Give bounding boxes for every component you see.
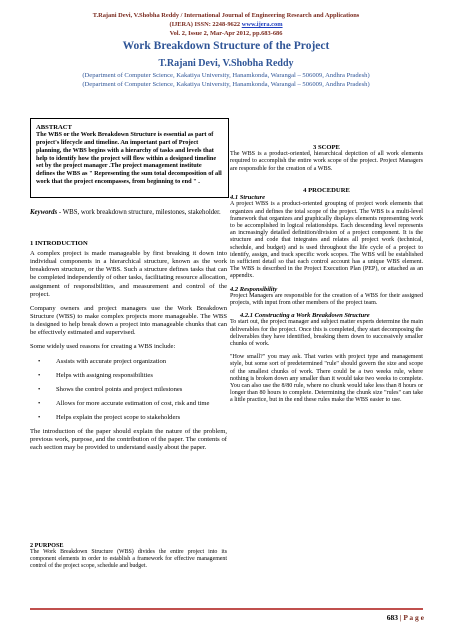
procedure-heading: 4 PROCEDURE (303, 187, 350, 194)
footer-rule (30, 608, 423, 610)
list-item: • Helps explain the project scope to stakeholders (38, 414, 181, 422)
paper-title: Work Breakdown Structure of the Project (122, 40, 330, 52)
journal-link[interactable]: www.ijera.com (241, 21, 283, 28)
bullet-icon: • (38, 400, 41, 408)
header-line-3: Vol. 2, Issue 2, Mar-Apr 2012, pp.683-686 (169, 30, 283, 37)
bullet-icon: • (38, 414, 41, 422)
scope-text: The WBS is a product-oriented, hierarchical depiction of all work elements required to accomplish the entire work scope of the project. Project Managers are responsible for the creation of a WBS. (230, 151, 423, 172)
header-line-2 (0, 21, 452, 29)
purpose-heading: 2 PURPOSE (30, 542, 64, 549)
bullet-icon: • (38, 386, 41, 394)
list-item: • Shows the control points and project milestones (38, 386, 183, 394)
scope-heading: 3 SCOPE (313, 144, 340, 151)
intro-para-4: The introduction of the paper should explain the nature of the problem, previous work, purpose, and the contribution of the paper. The contents of each section may be provided to understand easily about the paper. (30, 428, 227, 452)
bullet-icon: • (38, 358, 41, 366)
keywords-label: Keywords (30, 209, 58, 216)
page-number-value: 683 (386, 613, 398, 622)
keywords-text: - WBS, work breakdown structure, milestones, stakeholder. (57, 209, 221, 216)
page-label: | P a g e (399, 613, 424, 622)
list-item: • Assists with accurate project organization (38, 358, 167, 366)
purpose-text: The Work Breakdown Structure (WBS) divides the entire project into its component elements in order to establish a framework for effective management control of the project scope, schedule and budget. (30, 549, 227, 570)
affiliation-1: (Department of Computer Science, Kakatiya University, Hanamkonda, Warangal – 506009, Andhra Pradesh) (82, 72, 370, 79)
list-item: • Helps with assigning responsibilities (38, 372, 153, 380)
intro-para-1: A complex project is made manageable by first breaking it down into individual components in a hierarchical structure, known as the work breakdown structure, or the WBS. Such a structure defines tasks that can be completed independently of other tasks, facilitating resource allocation, assignment of responsibilities, and measurement and control of the project. (30, 250, 227, 298)
section-scope (230, 144, 423, 177)
reasons-list (30, 358, 227, 422)
abstract-heading: ABSTRACT (36, 124, 72, 131)
intro-para-2: Company owners and project managers use the Work Breakdown Structure (WBS) to make complex projects more manageable. The WBS is designed to help break down a project into manageable chunks that can be effectively estimated and supervised. (30, 304, 227, 337)
header-line-1: T.Rajani Devi, V.Shobha Reddy / International Journal of Engineering Research and Applications (92, 12, 360, 19)
section-purpose (30, 542, 227, 574)
constructing-text: To start out, the project manager and subject matter experts determine the main deliverables for the project. Once this is completed, they start decomposing the deliverables they have identified, breaking them down to successively smaller chunks of work. (230, 319, 423, 348)
section-introduction (30, 240, 227, 457)
issn-text: (IJERA) ISSN: 2248-9622 (169, 21, 242, 28)
paper-authors: T.Rajani Devi, V.Shobha Reddy (158, 58, 294, 69)
affiliation-2: (Department of Computer Science, Kakatiya University, Hanamkonda, Warangal – 506009, Andhra Pradesh) (82, 81, 370, 88)
structure-heading: 4.1 Structure (230, 194, 266, 202)
page-number (370, 613, 424, 622)
intro-para-3: Some widely used reasons for creating a WBS include: (30, 343, 176, 351)
structure-text: A project WBS is a product-oriented grouping of project work elements that organizes and defines the total scope of the project. The WBS is a multi-level framework that organizes and graphically displays elements representing work to be accomplished in logical relationships. Each descending level represents an increasingly detailed definition/division of a project component. It is the structure and code that integrates and relates all project work (technical, schedule, and budget) and is used throughout the life cycle of a project to identify, assign, and track specific work scopes. The WBS will be established in sufficient detail so that each control account has a unique WBS element. The WBS is described in the Project Execution Plan (PEP), or attached as an appendix. (230, 201, 423, 280)
responsibility-heading: 4.2 Responsibility (230, 285, 278, 293)
abstract (36, 124, 222, 186)
list-item: • Allows for more accurate estimation of cost, risk and time (38, 400, 210, 408)
abstract-text: The WBS or the Work Breakdown Structure is essential as part of project's lifecycle and timeline. An important part of Project planning, the WBS begins with a hierarchy of tasks and levels that help to identify how the project will flow within a designed timeline set by the project manager .The project management institute defines the WBS as " Representing the sum total decomposition of all work that the project encompasses, from beginning to end " . (36, 131, 222, 185)
intro-heading: 1 INTRODUCTION (30, 240, 88, 247)
constructing-text-2: "How small?" you may ask. That varies with project type and management style, but some sort of predetermined "rule" should govern the size and scope of the smallest chunks of work. There could be a two weeks rule, where nothing is broken down any smaller than it would take two weeks to complete. You can also use the 8/80 rule, where no chunk would take less than 8 hours or longer than 80 hours to complete. Determining the chunk size "rules" can take a little practice, but in the end these rules make the WBS easier to use. (230, 354, 423, 404)
responsibility-text: Project Managers are responsible for the creation of a WBS for their assigned projects, with input from other members of the project team. (230, 292, 423, 307)
section-procedure (230, 187, 423, 409)
keywords (30, 209, 227, 217)
constructing-heading: 4.2.1 Constructing a Work Breakdown Structure (240, 312, 370, 320)
bullet-icon: • (38, 372, 41, 380)
